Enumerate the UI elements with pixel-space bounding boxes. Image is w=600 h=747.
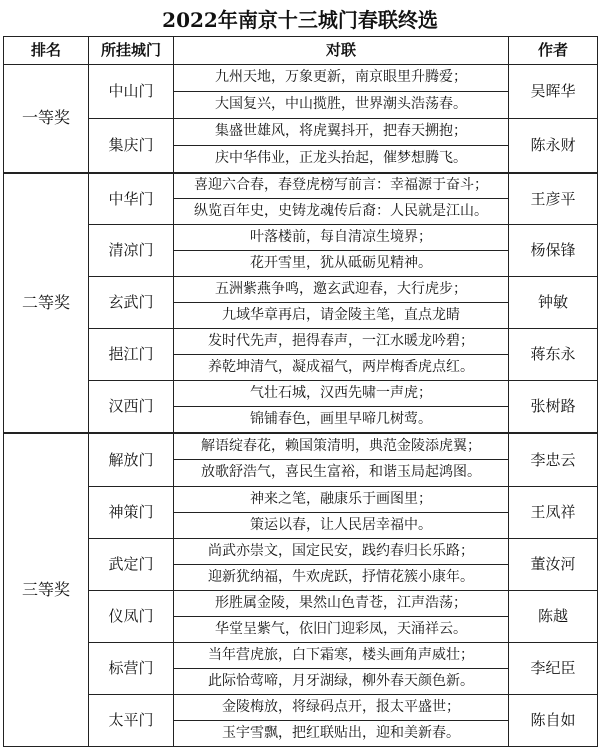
table-row xyxy=(4,381,598,407)
prize-cell: 三等奖 xyxy=(4,433,89,747)
couplet-line-lower: 花开雪里，犹从砥砺见精神。 xyxy=(174,251,509,277)
table-row xyxy=(4,539,598,565)
author-cell: 李纪臣 xyxy=(509,643,598,695)
couplet-line-upper: 形胜属金陵，果然山色青苍，江声浩荡； xyxy=(174,591,509,617)
couplet-line-lower: 锦铺春色，画里早啼几树莺。 xyxy=(174,407,509,433)
header-couplet: 对联 xyxy=(174,37,509,65)
couplet-table xyxy=(3,36,598,747)
page-title: 2022年南京十三城门春联终选 xyxy=(162,7,438,32)
couplet-line-upper: 气壮石城，汉西先啸一声虎； xyxy=(174,381,509,407)
gate-cell: 挹江门 xyxy=(89,329,174,381)
gate-cell: 清凉门 xyxy=(89,225,174,277)
couplet-line-lower: 庆中华伟业，正龙头抬起，催梦想腾飞。 xyxy=(174,146,509,173)
couplet-line-lower: 大国复兴，中山揽胜，世界潮头浩荡春。 xyxy=(174,92,509,119)
author-cell: 陈永财 xyxy=(509,119,598,173)
couplet-line-upper: 九州天地，万象更新，南京眼里升腾爱； xyxy=(174,65,509,92)
prize-cell: 二等奖 xyxy=(4,173,89,433)
gate-cell: 标营门 xyxy=(89,643,174,695)
header-row xyxy=(4,37,598,65)
couplet-line-upper: 神来之笔，融康乐于画图里； xyxy=(174,487,509,513)
table-body xyxy=(4,65,598,747)
author-cell: 张树路 xyxy=(509,381,598,433)
gate-cell: 集庆门 xyxy=(89,119,174,173)
couplet-line-lower: 九域华章再启，请金陵主笔，直点龙睛 xyxy=(174,303,509,329)
couplet-line-lower: 策运以春，让人民居幸福中。 xyxy=(174,513,509,539)
table-row xyxy=(4,433,598,460)
couplet-line-lower: 华堂呈紫气，依旧门迎彩凤，天涌祥云。 xyxy=(174,617,509,643)
gate-cell: 太平门 xyxy=(89,695,174,747)
couplet-line-lower: 迎新犹纳福，牛欢虎跃，抒情花簇小康年。 xyxy=(174,565,509,591)
gate-cell: 神策门 xyxy=(89,487,174,539)
table-row xyxy=(4,487,598,513)
couplet-line-upper: 叶落楼前，每自清凉生境界； xyxy=(174,225,509,251)
table-row xyxy=(4,119,598,146)
author-cell: 李忠云 xyxy=(509,433,598,487)
couplet-line-upper: 尚武亦崇文，国定民安，践约春归长乐路； xyxy=(174,539,509,565)
gate-cell: 武定门 xyxy=(89,539,174,591)
header-gate: 所挂城门 xyxy=(89,37,174,65)
author-cell: 吴晖华 xyxy=(509,65,598,119)
couplet-line-lower: 养乾坤清气，凝成福气，两岸梅香虎点红。 xyxy=(174,355,509,381)
prize-cell: 一等奖 xyxy=(4,65,89,173)
couplet-line-lower: 玉宇雪飘，把红联贴出，迎和美新春。 xyxy=(174,721,509,747)
gate-cell: 仪凤门 xyxy=(89,591,174,643)
gate-cell: 解放门 xyxy=(89,433,174,487)
gate-cell: 玄武门 xyxy=(89,277,174,329)
couplet-line-lower: 放歌舒浩气，喜民生富裕，和谐玉局起鸿图。 xyxy=(174,460,509,487)
header-author: 作者 xyxy=(509,37,598,65)
couplet-line-upper: 五洲紫燕争鸣，邀玄武迎春，大行虎步； xyxy=(174,277,509,303)
author-cell: 王彦平 xyxy=(509,173,598,225)
gate-cell: 中山门 xyxy=(89,65,174,119)
couplet-line-upper: 当年营虎旅，白下霜寒，楼头画角声威壮； xyxy=(174,643,509,669)
table-row xyxy=(4,643,598,669)
couplet-line-upper: 发时代先声，挹得春声，一江水暖龙吟碧； xyxy=(174,329,509,355)
gate-cell: 中华门 xyxy=(89,173,174,225)
table-row xyxy=(4,329,598,355)
gate-cell: 汉西门 xyxy=(89,381,174,433)
author-cell: 蒋东永 xyxy=(509,329,598,381)
couplet-line-upper: 解语绽春花，赖国策清明，典范金陵添虎翼； xyxy=(174,433,509,460)
couplet-line-lower: 此际恰莺啼，月牙湖绿，柳外春天颜色新。 xyxy=(174,669,509,695)
table-row xyxy=(4,695,598,721)
couplet-line-lower: 纵览百年史，史铸龙魂传后裔：人民就是江山。 xyxy=(174,199,509,225)
author-cell: 王凤祥 xyxy=(509,487,598,539)
header-rank: 排名 xyxy=(4,37,89,65)
couplet-line-upper: 金陵梅放，将绿码点开，报太平盛世； xyxy=(174,695,509,721)
author-cell: 钟敏 xyxy=(509,277,598,329)
table-row xyxy=(4,173,598,199)
author-cell: 董汝河 xyxy=(509,539,598,591)
author-cell: 陈越 xyxy=(509,591,598,643)
couplet-line-upper: 集盛世雄风，将虎翼抖开，把春天搠抱； xyxy=(174,119,509,146)
table-row xyxy=(4,591,598,617)
table-row xyxy=(4,225,598,251)
table-row xyxy=(4,65,598,92)
table-row xyxy=(4,277,598,303)
author-cell: 陈自如 xyxy=(509,695,598,747)
author-cell: 杨保锋 xyxy=(509,225,598,277)
couplet-line-upper: 喜迎六合春，春登虎榜写前言：幸福源于奋斗； xyxy=(174,173,509,199)
